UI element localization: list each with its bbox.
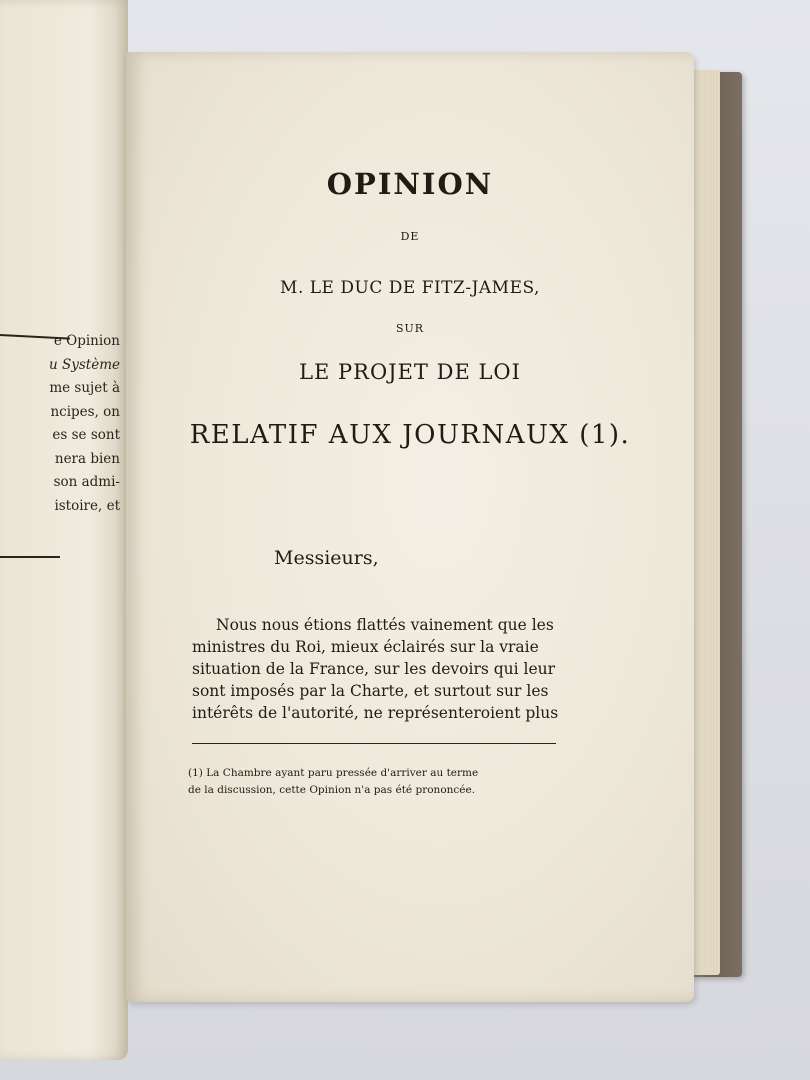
body-line: intérêts de l'autorité, ne représenteroient plus (192, 704, 559, 722)
left-page (0, 0, 128, 1060)
footnote-rule (192, 743, 556, 744)
left-line: ncipes, on (50, 403, 120, 420)
footnote-line: de la discussion, cette Opinion n'a pas été prononcée. (188, 784, 476, 796)
author-line: M. LE DUC DE FITZ-JAMES, (280, 278, 540, 298)
right-page (126, 52, 694, 1002)
body-line: situation de la France, sur les devoirs qui leur (192, 660, 556, 678)
body-line: ministres du Roi, mieux éclairés sur la vraie (192, 638, 539, 656)
left-line: istoire, et (54, 497, 120, 514)
page-content (126, 52, 694, 1002)
body-paragraph (192, 614, 564, 724)
left-page-rule-bottom (0, 556, 60, 558)
footnote-line: (1) La Chambre ayant paru pressée d'arriver au terme (188, 767, 479, 779)
left-page-text (0, 330, 122, 518)
left-line: son admi- (53, 474, 120, 490)
footnote (188, 765, 560, 799)
subject-line-2: RELATIF AUX JOURNAUX (1). (189, 420, 631, 450)
body-line: sont imposés par la Charte, et surtout sur les (192, 682, 549, 700)
title-sur: SUR (395, 322, 425, 335)
left-line: me sujet à (49, 380, 120, 396)
left-line: es se sont (52, 427, 120, 443)
body-line: Nous nous étions flattés vainement que les (216, 616, 554, 634)
left-line: nera bien (54, 450, 120, 467)
title-de: DE (400, 230, 420, 243)
subject-line-1: LE PROJET DE LOI (299, 360, 521, 384)
page-title: OPINION (326, 167, 494, 201)
left-line: e Opinion (53, 333, 120, 349)
left-line: u Système (49, 356, 120, 373)
salutation: Messieurs, (274, 547, 379, 569)
